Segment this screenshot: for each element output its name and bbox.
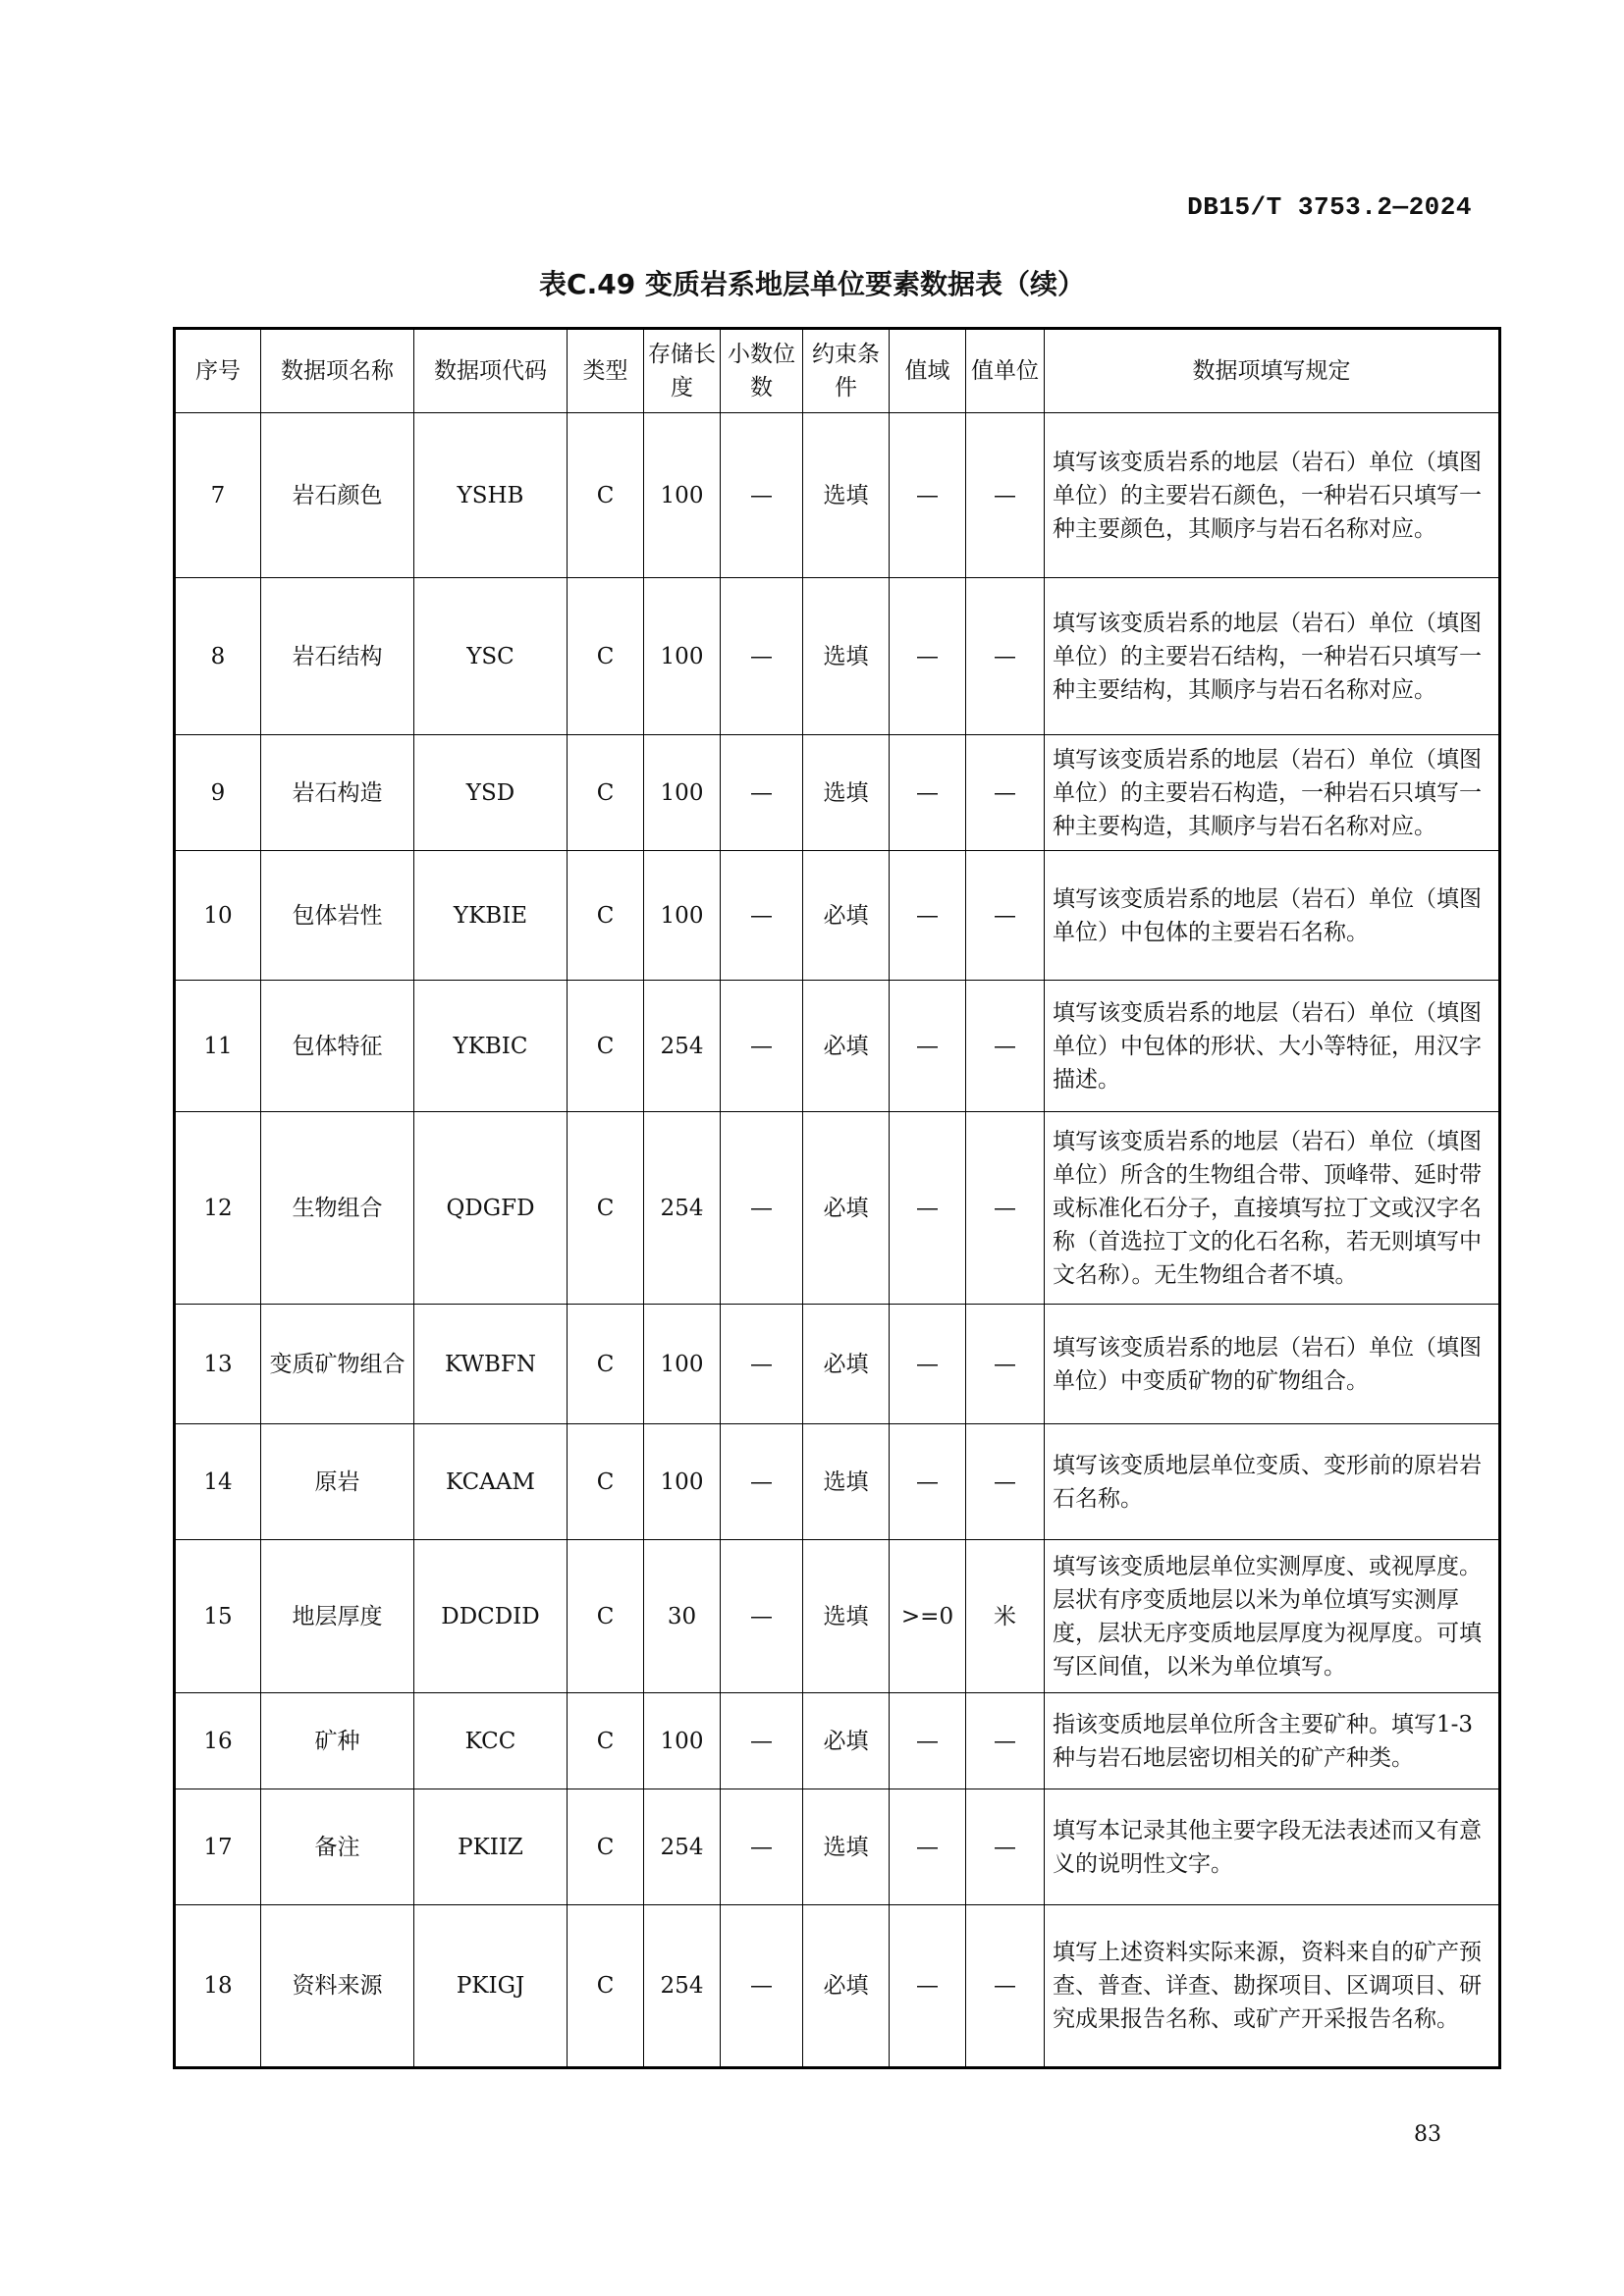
cell-rule: 填写本记录其他主要字段无法表述而又有意义的说明性文字。	[1045, 1789, 1500, 1905]
cell-rule: 填写该变质地层单位变质、变形前的原岩岩石名称。	[1045, 1424, 1500, 1540]
column-header: 序号	[175, 329, 261, 413]
cell-length: 100	[644, 851, 721, 981]
cell-type: C	[568, 413, 644, 578]
cell-unit: 米	[966, 1540, 1045, 1693]
cell-constraint: 选填	[803, 1540, 890, 1693]
cell-decimals: —	[721, 851, 803, 981]
table-row	[175, 1789, 1500, 1905]
cell-item-name: 地层厚度	[261, 1540, 414, 1693]
table-row	[175, 578, 1500, 735]
cell-range: —	[890, 735, 966, 851]
cell-length: 100	[644, 1424, 721, 1540]
table-title: 表C.49 变质岩系地层单位要素数据表（续）	[539, 268, 1085, 300]
cell-unit: —	[966, 735, 1045, 851]
table-row	[175, 1905, 1500, 2068]
cell-constraint: 必填	[803, 1693, 890, 1789]
cell-type: C	[568, 981, 644, 1112]
cell-length: 254	[644, 1905, 721, 2068]
cell-constraint: 选填	[803, 1424, 890, 1540]
cell-seq: 12	[175, 1112, 261, 1305]
column-header: 存储长度	[644, 329, 721, 413]
cell-unit: —	[966, 1789, 1045, 1905]
cell-type: C	[568, 851, 644, 981]
cell-rule: 填写该变质岩系的地层（岩石）单位（填图单位）中包体的形状、大小等特征，用汉字描述。	[1045, 981, 1500, 1112]
cell-item-code: KCAAM	[414, 1424, 568, 1540]
table-row	[175, 1693, 1500, 1789]
standard-code: DB15/T 3753.2—2024	[1187, 192, 1472, 222]
column-header: 类型	[568, 329, 644, 413]
cell-seq: 13	[175, 1305, 261, 1424]
cell-decimals: —	[721, 578, 803, 735]
cell-length: 100	[644, 578, 721, 735]
cell-item-name: 岩石构造	[261, 735, 414, 851]
cell-rule: 填写该变质岩系的地层（岩石）单位（填图单位）中变质矿物的矿物组合。	[1045, 1305, 1500, 1424]
cell-item-code: KWBFN	[414, 1305, 568, 1424]
cell-range: —	[890, 1789, 966, 1905]
cell-range: —	[890, 413, 966, 578]
cell-decimals: —	[721, 413, 803, 578]
cell-constraint: 必填	[803, 851, 890, 981]
cell-decimals: —	[721, 1540, 803, 1693]
cell-range: —	[890, 1305, 966, 1424]
cell-rule: 填写该变质岩系的地层（岩石）单位（填图单位）的主要岩石结构，一种岩石只填写一种主要结构，其顺序与岩石名称对应。	[1045, 578, 1500, 735]
cell-item-code: KCC	[414, 1693, 568, 1789]
cell-decimals: —	[721, 1905, 803, 2068]
cell-item-name: 包体岩性	[261, 851, 414, 981]
cell-unit: —	[966, 1693, 1045, 1789]
cell-rule: 指该变质地层单位所含主要矿种。填写1-3种与岩石地层密切相关的矿产种类。	[1045, 1693, 1500, 1789]
cell-length: 30	[644, 1540, 721, 1693]
cell-item-code: YSHB	[414, 413, 568, 578]
column-header: 数据项名称	[261, 329, 414, 413]
cell-unit: —	[966, 851, 1045, 981]
table-header-row	[175, 329, 1500, 413]
cell-type: C	[568, 1112, 644, 1305]
cell-item-code: YKBIC	[414, 981, 568, 1112]
cell-constraint: 选填	[803, 413, 890, 578]
cell-length: 254	[644, 1112, 721, 1305]
cell-length: 254	[644, 981, 721, 1112]
cell-constraint: 必填	[803, 1112, 890, 1305]
cell-unit: —	[966, 981, 1045, 1112]
column-header: 数据项代码	[414, 329, 568, 413]
cell-decimals: —	[721, 1789, 803, 1905]
cell-rule: 填写该变质地层单位实测厚度、或视厚度。层状有序变质地层以米为单位填写实测厚度，层状无序变质地层厚度为视厚度。可填写区间值，以米为单位填写。	[1045, 1540, 1500, 1693]
cell-constraint: 必填	[803, 981, 890, 1112]
cell-constraint: 必填	[803, 1305, 890, 1424]
cell-length: 100	[644, 413, 721, 578]
cell-range: —	[890, 578, 966, 735]
cell-item-code: PKIIZ	[414, 1789, 568, 1905]
cell-type: C	[568, 1540, 644, 1693]
page-number: 83	[1414, 2122, 1441, 2147]
cell-unit: —	[966, 413, 1045, 578]
table-row	[175, 413, 1500, 578]
cell-seq: 7	[175, 413, 261, 578]
cell-decimals: —	[721, 735, 803, 851]
cell-range: —	[890, 1424, 966, 1540]
column-header: 小数位数	[721, 329, 803, 413]
cell-range: —	[890, 1905, 966, 2068]
cell-item-name: 生物组合	[261, 1112, 414, 1305]
cell-item-code: PKIGJ	[414, 1905, 568, 2068]
cell-decimals: —	[721, 981, 803, 1112]
cell-item-code: QDGFD	[414, 1112, 568, 1305]
table-row	[175, 1305, 1500, 1424]
table-row	[175, 1424, 1500, 1540]
table-row	[175, 1112, 1500, 1305]
cell-seq: 18	[175, 1905, 261, 2068]
cell-length: 254	[644, 1789, 721, 1905]
data-table	[173, 327, 1501, 2069]
table-row	[175, 851, 1500, 981]
cell-item-name: 原岩	[261, 1424, 414, 1540]
cell-range: —	[890, 1112, 966, 1305]
cell-item-name: 岩石颜色	[261, 413, 414, 578]
cell-constraint: 必填	[803, 1905, 890, 2068]
cell-rule: 填写该变质岩系的地层（岩石）单位（填图单位）的主要岩石构造，一种岩石只填写一种主要构造，其顺序与岩石名称对应。	[1045, 735, 1500, 851]
cell-item-name: 岩石结构	[261, 578, 414, 735]
cell-rule: 填写上述资料实际来源，资料来自的矿产预查、普查、详查、勘探项目、区调项目、研究成果报告名称、或矿产开采报告名称。	[1045, 1905, 1500, 2068]
column-header: 数据项填写规定	[1045, 329, 1500, 413]
cell-type: C	[568, 1305, 644, 1424]
table-row	[175, 981, 1500, 1112]
cell-decimals: —	[721, 1112, 803, 1305]
cell-item-code: DDCDID	[414, 1540, 568, 1693]
cell-seq: 17	[175, 1789, 261, 1905]
cell-item-name: 变质矿物组合	[261, 1305, 414, 1424]
cell-length: 100	[644, 1693, 721, 1789]
cell-type: C	[568, 1905, 644, 2068]
cell-seq: 14	[175, 1424, 261, 1540]
cell-item-name: 资料来源	[261, 1905, 414, 2068]
cell-rule: 填写该变质岩系的地层（岩石）单位（填图单位）的主要岩石颜色，一种岩石只填写一种主要颜色，其顺序与岩石名称对应。	[1045, 413, 1500, 578]
cell-length: 100	[644, 735, 721, 851]
cell-seq: 10	[175, 851, 261, 981]
cell-type: C	[568, 735, 644, 851]
cell-seq: 11	[175, 981, 261, 1112]
cell-rule: 填写该变质岩系的地层（岩石）单位（填图单位）所含的生物组合带、顶峰带、延时带或标准化石分子，直接填写拉丁文或汉字名称（首选拉丁文的化石名称，若无则填写中文名称）。无生物组合者不填。	[1045, 1112, 1500, 1305]
cell-range: >=0	[890, 1540, 966, 1693]
cell-constraint: 选填	[803, 1789, 890, 1905]
cell-item-name: 备注	[261, 1789, 414, 1905]
cell-unit: —	[966, 578, 1045, 735]
cell-item-code: YSD	[414, 735, 568, 851]
cell-type: C	[568, 1789, 644, 1905]
column-header: 值单位	[966, 329, 1045, 413]
cell-decimals: —	[721, 1424, 803, 1540]
cell-unit: —	[966, 1305, 1045, 1424]
table-row	[175, 1540, 1500, 1693]
cell-seq: 15	[175, 1540, 261, 1693]
cell-range: —	[890, 1693, 966, 1789]
cell-item-name: 包体特征	[261, 981, 414, 1112]
cell-seq: 9	[175, 735, 261, 851]
cell-type: C	[568, 1424, 644, 1540]
cell-unit: —	[966, 1112, 1045, 1305]
cell-length: 100	[644, 1305, 721, 1424]
cell-item-code: YKBIE	[414, 851, 568, 981]
cell-seq: 8	[175, 578, 261, 735]
cell-type: C	[568, 578, 644, 735]
cell-unit: —	[966, 1905, 1045, 2068]
cell-type: C	[568, 1693, 644, 1789]
cell-constraint: 选填	[803, 578, 890, 735]
cell-rule: 填写该变质岩系的地层（岩石）单位（填图单位）中包体的主要岩石名称。	[1045, 851, 1500, 981]
cell-decimals: —	[721, 1693, 803, 1789]
cell-range: —	[890, 851, 966, 981]
column-header: 约束条件	[803, 329, 890, 413]
cell-constraint: 选填	[803, 735, 890, 851]
cell-unit: —	[966, 1424, 1045, 1540]
table-row	[175, 735, 1500, 851]
cell-item-code: YSC	[414, 578, 568, 735]
cell-seq: 16	[175, 1693, 261, 1789]
cell-range: —	[890, 981, 966, 1112]
column-header: 值域	[890, 329, 966, 413]
cell-item-name: 矿种	[261, 1693, 414, 1789]
cell-decimals: —	[721, 1305, 803, 1424]
